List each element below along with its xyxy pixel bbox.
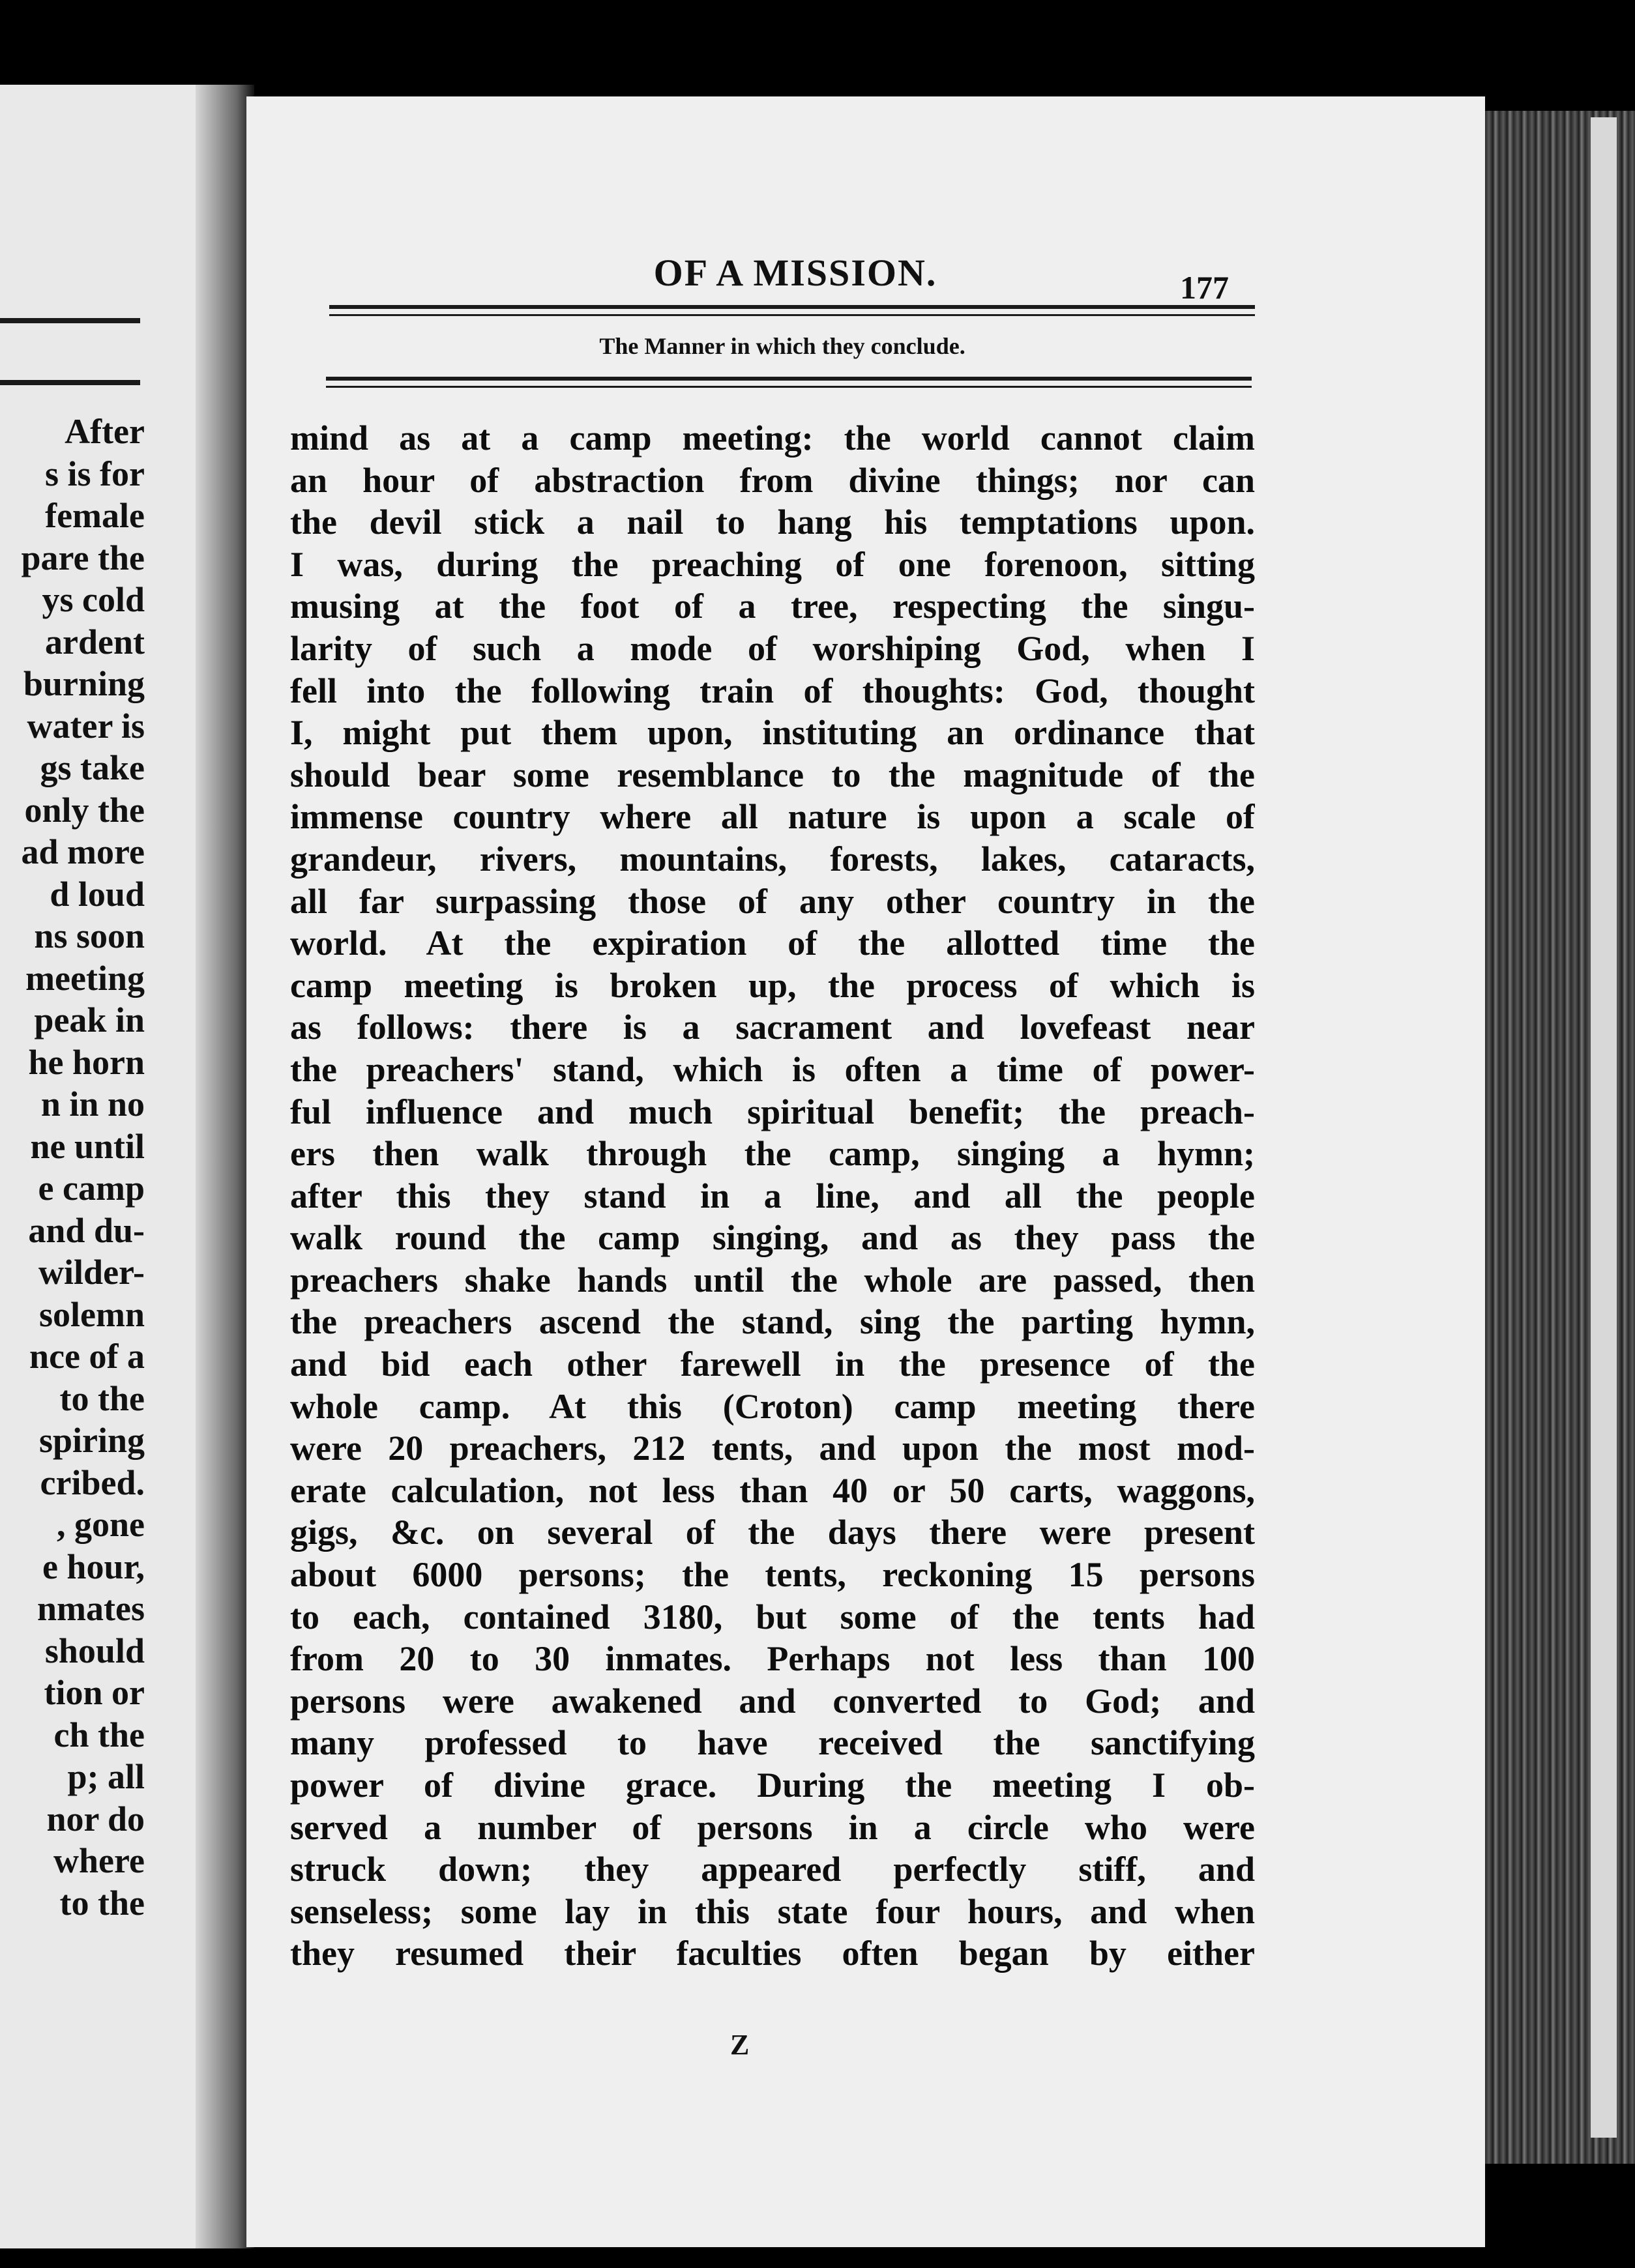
left-page-line: peak in	[34, 1000, 145, 1040]
left-page-line: n in no	[40, 1084, 145, 1124]
running-head: OF A MISSION.	[653, 252, 937, 294]
left-page-line: female	[45, 496, 145, 535]
text-line: whole camp. At this (Croton) camp meeting there	[290, 1386, 1255, 1426]
left-page-line: to the	[59, 1883, 145, 1923]
text-line: as follows: there is a sacrament and lovefeast near	[290, 1008, 1255, 1047]
text-line: struck down; they appeared perfectly stiff, and	[290, 1850, 1255, 1889]
text-line: about 6000 persons; the tents, reckoning 15 persons	[290, 1555, 1255, 1595]
left-page-line: only the	[24, 790, 145, 830]
subtitle-rule-top	[326, 377, 1252, 381]
left-page-text	[0, 411, 145, 1924]
text-line: ful influence and much spiritual benefit; the preach-	[290, 1092, 1255, 1131]
text-line: I was, during the preaching of one forenoon, sitting	[290, 544, 1255, 584]
chapter-subtitle: The Manner in which they conclude.	[599, 333, 965, 359]
left-page-line: water is	[27, 706, 145, 746]
left-page-line: nce of a	[29, 1337, 145, 1376]
text-line: musing at the foot of a tree, respecting the singu-	[290, 587, 1255, 626]
text-line: the preachers ascend the stand, sing the parting hymn,	[290, 1302, 1255, 1342]
left-page-line: solemn	[39, 1294, 145, 1334]
text-line: power of divine grace. During the meeting I ob-	[290, 1766, 1255, 1805]
left-page-line: cribed.	[40, 1462, 145, 1502]
left-page-line: , gone	[57, 1505, 145, 1544]
left-page-line: and du-	[28, 1210, 145, 1250]
text-line: erate calculation, not less than 40 or 50 carts, waggons,	[290, 1470, 1255, 1510]
left-page-line: wilder-	[38, 1253, 145, 1292]
text-line: the preachers' stand, which is often a time of power-	[290, 1049, 1255, 1089]
subtitle-rule-bottom	[326, 386, 1252, 388]
left-page-line: should	[44, 1631, 145, 1670]
text-line: and bid each other farewell in the presence of the	[290, 1345, 1255, 1384]
text-line: ers then walk through the camp, singing a hymn;	[290, 1134, 1255, 1174]
text-line: I, might put them upon, instituting an ordinance that	[290, 713, 1255, 753]
left-page-line: ne until	[30, 1126, 145, 1166]
text-line: persons were awakened and converted to God; and	[290, 1681, 1255, 1721]
page-edge-light	[1591, 117, 1617, 2138]
left-page-line: ns soon	[34, 916, 145, 955]
left-page-line: meeting	[25, 958, 145, 998]
left-page-line: s is for	[45, 454, 145, 493]
text-line: immense country where all nature is upon a scale of	[290, 797, 1255, 837]
text-line: mind as at a camp meeting: the world cannot claim	[290, 418, 1255, 458]
text-line: an hour of abstraction from divine things; nor can	[290, 460, 1255, 500]
header-rule-top	[329, 305, 1255, 309]
text-line: the devil stick a nail to hang his temptations upon.	[290, 502, 1255, 542]
text-line: senseless; some lay in this state four hours, and when	[290, 1891, 1255, 1931]
left-page-line: spiring	[38, 1421, 145, 1460]
page-number: 177	[1180, 269, 1229, 306]
text-line: served a number of persons in a circle who were	[290, 1807, 1255, 1847]
left-page-line: ardent	[45, 622, 145, 662]
text-line: preachers shake hands until the whole are passed, then	[290, 1260, 1255, 1300]
gutter-shadow	[196, 85, 254, 2248]
left-page-line: d loud	[50, 874, 145, 914]
text-line: were 20 preachers, 212 tents, and upon the most mod-	[290, 1429, 1255, 1468]
text-line: larity of such a mode of worshiping God, when I	[290, 628, 1255, 668]
left-subtitle-rule	[0, 380, 140, 385]
left-page-line: After	[65, 412, 145, 451]
body-text	[290, 417, 1255, 1975]
left-page-line: burning	[23, 664, 145, 703]
left-page-line: where	[53, 1841, 145, 1880]
signature-mark: Z	[730, 2029, 750, 2061]
left-page-line: he horn	[28, 1042, 145, 1082]
left-page-line: ys cold	[42, 580, 145, 619]
text-line: world. At the expiration of the allotted time the	[290, 923, 1255, 963]
text-line: walk round the camp singing, and as they pass the	[290, 1218, 1255, 1258]
header-rule-bottom	[329, 314, 1255, 316]
left-header-rule	[0, 318, 140, 323]
left-page-line: nor do	[46, 1799, 145, 1839]
left-page-line: ch the	[53, 1715, 145, 1754]
left-page-line: e hour,	[42, 1547, 145, 1586]
left-page-line: e camp	[38, 1169, 145, 1208]
text-line: all far surpassing those of any other country in the	[290, 881, 1255, 921]
text-line: after this they stand in a line, and all the people	[290, 1176, 1255, 1215]
text-line: they resumed their faculties often began by either	[290, 1934, 1255, 1973]
left-page-line: ad more	[21, 832, 145, 871]
text-line: grandeur, rivers, mountains, forests, lakes, cataracts,	[290, 839, 1255, 879]
text-line: to each, contained 3180, but some of the tents had	[290, 1597, 1255, 1636]
text-line: camp meeting is broken up, the process of which is	[290, 965, 1255, 1005]
left-page-line: p; all	[67, 1757, 145, 1796]
text-line: gigs, &c. on several of the days there were present	[290, 1513, 1255, 1552]
left-page-line: nmates	[37, 1589, 145, 1628]
left-page-line: tion or	[44, 1673, 145, 1712]
left-page-line: pare the	[21, 538, 145, 577]
text-line: fell into the following train of thoughts: God, thought	[290, 671, 1255, 710]
text-line: should bear some resemblance to the magnitude of the	[290, 755, 1255, 794]
text-line: from 20 to 30 inmates. Perhaps not less than 100	[290, 1639, 1255, 1679]
text-line: many professed to have received the sanctifying	[290, 1723, 1255, 1763]
left-page-line: gs take	[40, 748, 145, 787]
left-page-line: to the	[59, 1378, 145, 1418]
